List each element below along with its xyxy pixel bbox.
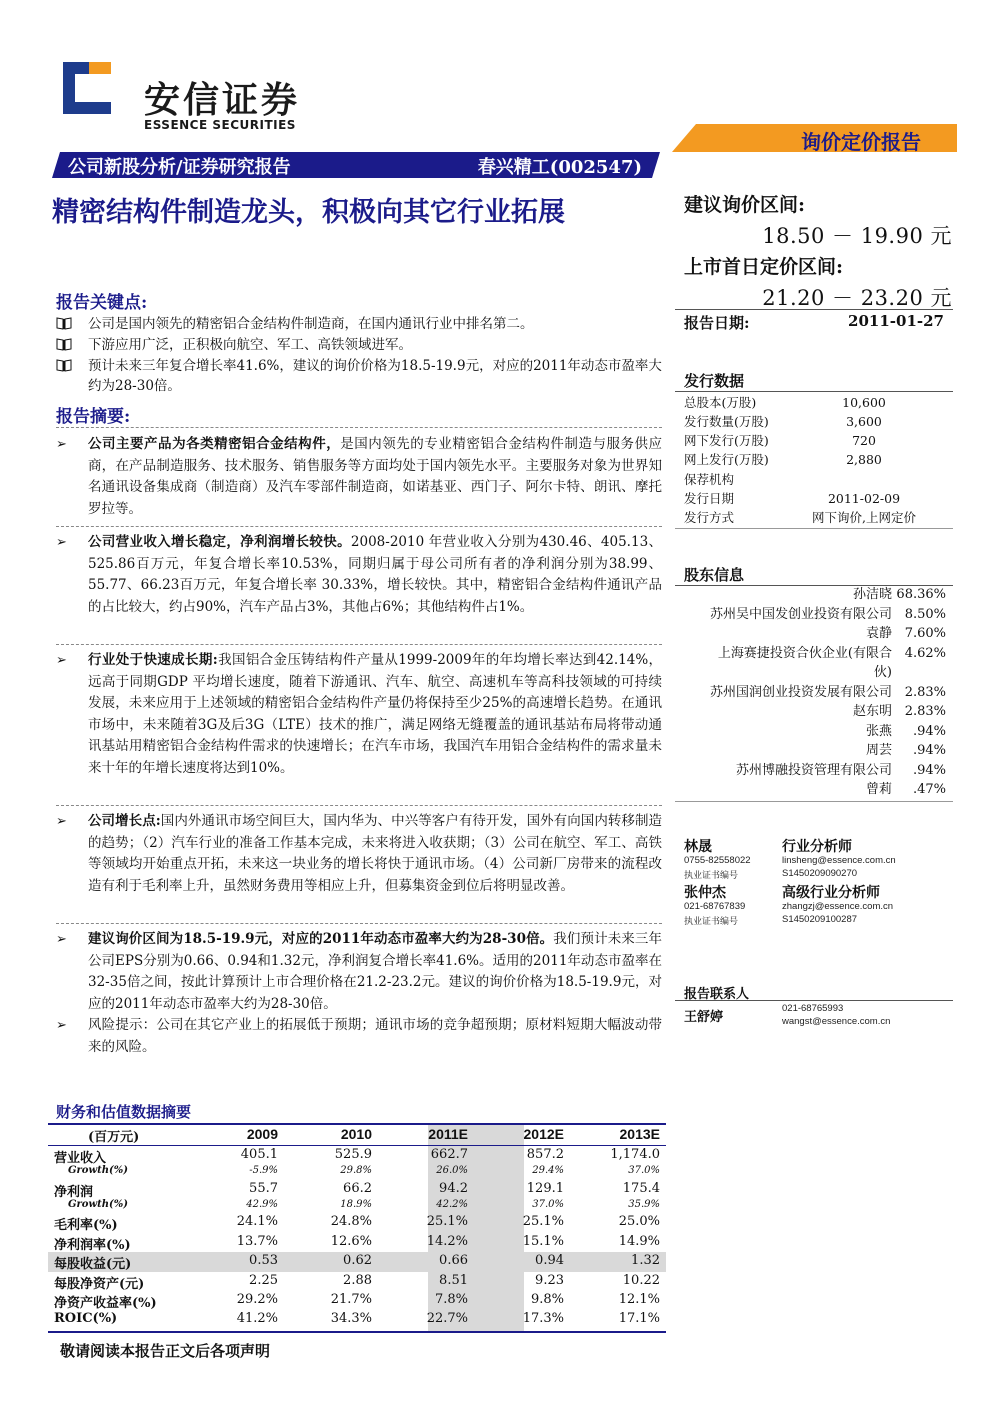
table-cell: 662.7 (430, 1147, 468, 1162)
table-cell: 34.3% (330, 1311, 372, 1326)
header-bar (52, 152, 660, 178)
report-type: 询价定价报告 (801, 130, 921, 154)
key-point: 下游应用广泛，正积极向航空、军工、高铁领域进军。 (56, 335, 664, 355)
table-cell: 14.2% (426, 1234, 468, 1249)
arrow-bullet-icon: ➢ (56, 814, 67, 829)
row-label: ROIC(%) (54, 1311, 118, 1326)
page-title: 精密结构件制造龙头，积极向其它行业拓展 (52, 197, 565, 228)
table-cell: 21.7% (330, 1292, 372, 1307)
table-cell: 0.94 (535, 1253, 564, 1268)
arrow-bullet-icon: ➢ (56, 437, 67, 452)
logo-name-en: ESSENCE SECURITIES (144, 118, 296, 132)
divider (675, 801, 953, 802)
row-label: 毛利率(%) (54, 1218, 118, 1233)
analyst-phone: 0755-82558022 (684, 855, 751, 866)
table-cell: 10.22 (622, 1273, 660, 1288)
arrow-bullet-icon: ➢ (56, 535, 67, 550)
table-header-row: (百万元) 2009 2010 2011E 2012E 2013E (88, 1126, 660, 1145)
table-cell: 18.9% (340, 1199, 372, 1210)
logo-name-cn: 安信证券 (144, 80, 301, 121)
table-cell: 29.8% (340, 1165, 372, 1176)
contact-name: 王舒婷 (684, 1010, 724, 1025)
table-cell: 41.2% (236, 1311, 278, 1326)
key-point: 公司是国内领先的精密铝合金结构件制造商，在国内通讯行业中排名第二。 (56, 314, 664, 334)
cert-label: 执业证书编号 (684, 917, 739, 927)
divider (675, 528, 953, 529)
row-label: 每股收益(元) (54, 1257, 132, 1272)
issue-row: 发行数量(万股) 3,600 (684, 414, 882, 429)
table-cell: 35.9% (628, 1199, 660, 1210)
inquiry-range: 18.50 － 19.90 元 (762, 224, 952, 248)
contact-email[interactable]: wangst@essence.com.cn (782, 1016, 891, 1027)
shareholder-row: 孙洁晓 68.36% (852, 587, 946, 602)
summary-item: ➢ 行业处于快速成长期:我国铝合金压铸结构件产量从1999-2009年的年均增长率达到42.14%，远高于同期GDP 平均增长速度，随着下游通讯、汽车、航空、高速机车等高科技领域的可持续发展，未来应用于上述领域的精密铝合金结构件产量仍将保持至少25%的高速增长趋势。在通讯市场中，未来随着3G及后3G（LTE）技术的推广，满足网络无缝覆盖的通讯基站布局将带动通讯基站用精密铝合金结构件需求的快速增长；在汽车市场，我国汽车用铝合金结构件的需求量未来十年的年增长速度将达到10%。 (56, 652, 663, 776)
shareholder-row: 苏州博融投资管理有限公司 .94% (735, 763, 946, 778)
table-cell: 17.1% (618, 1311, 660, 1326)
issue-data-heading: 发行数据 (684, 372, 745, 390)
analyst-email[interactable]: zhangzj@essence.com.cn (782, 901, 894, 912)
analyst-name: 林晟 (684, 839, 712, 855)
table-cell: 25.1% (426, 1214, 468, 1229)
summary-item: ➢ 公司营业收入增长稳定，净利润增长较快。2008-2010 年营业收入分别为430.46、405.13、525.86百万元，年复合增长率10.53%，同期归属于母公司所有者的净利润分别为38.99、55.77、66.23百万元，年复合增长率 30.33%，增长较快。其中，精密铝合金结构件通讯产品的占比较大，约占90%，汽车产品占3%，其他占6%；其他结构件占1%。 (56, 534, 662, 615)
table-cell: 26.0% (436, 1165, 468, 1176)
company-ticker: 春兴精工(002547) (477, 157, 642, 178)
table-cell: 66.2 (343, 1181, 372, 1196)
cert-label: 执业证书编号 (684, 871, 739, 881)
divider (675, 1000, 953, 1001)
summary-heading: 报告摘要: (56, 407, 131, 427)
shareholder-row: 伙) (873, 665, 892, 680)
table-cell: 0.62 (343, 1253, 372, 1268)
issue-row: 网下发行(万股) 720 (684, 433, 876, 448)
table-cell: 14.9% (618, 1234, 660, 1249)
table-cell: 94.2 (439, 1181, 468, 1196)
listing-range: 21.20 － 23.20 元 (762, 286, 952, 310)
listing-range-label: 上市首日定价区间: (684, 256, 844, 278)
shareholder-row: 周芸 .94% (865, 743, 946, 758)
summary-item: ➢ 建议询价区间为18.5-19.9元，对应的2011年动态市盈率大约为28-30倍。我们预计未来三年公司EPS分别为0.66、0.94和1.32元，净利润复合增长率41.6%。适用的2011年动态市盈率在32-35倍之间，按此计算预计上市合理价格在21.2-23.2元。建议的询价价格为18.5-19.9元，对应的2011年动态市盈率大约为28-30倍。 (56, 931, 662, 1012)
table-cell: 12.6% (330, 1234, 372, 1249)
table-cell: 24.1% (236, 1214, 278, 1229)
table-cell: 2.88 (343, 1273, 372, 1288)
row-label: 净资产收益率(%) (54, 1296, 157, 1311)
table-cell: 1,174.0 (610, 1147, 660, 1162)
report-type-banner (672, 124, 957, 152)
analyst-cert: S1450209090270 (782, 868, 858, 879)
table-cell: 25.0% (618, 1214, 660, 1229)
key-point: 预计未来三年复合增长率41.6%，建议的询价价格为18.5-19.9元，对应的2011年动态市盈率大约为28-30倍。 (56, 356, 664, 396)
divider (675, 391, 953, 392)
book-icon (56, 338, 72, 351)
table-cell: 17.3% (522, 1311, 564, 1326)
shareholder-row: 苏州国润创业投资发展有限公司 2.83% (709, 685, 946, 700)
issue-row: 总股本(万股) 10,600 (684, 395, 886, 410)
table-cell: 175.4 (622, 1181, 660, 1196)
arrow-bullet-icon: ➢ (56, 1018, 67, 1033)
shareholder-row: 上海赛捷投资合伙企业(有限合 4.62% (717, 646, 946, 661)
row-label: 净利润率(%) (54, 1238, 131, 1253)
table-cell: 42.9% (246, 1199, 278, 1210)
divider (56, 644, 662, 645)
table-cell: 9.8% (530, 1292, 564, 1307)
summary-item: ➢ 公司增长点:国内外通讯市场空间巨大，国内华为、中兴等客户有待开发，国外有向国内转移制造的趋势；（2）汽车行业的准备工作基本完成，未来将进入收获期；（3）公司在航空、军工、高铁等领域均开始重点开拓，未来这一块业务的增长将快于通讯市场。（4）公司新厂房带来的流程改造有利于毛利率上升，虽然财务费用等相应上升，但募集资金到位后将明显改善。 (56, 813, 663, 894)
table-cell: 8.51 (439, 1273, 468, 1288)
table-cell: 1.32 (631, 1253, 660, 1268)
arrow-bullet-icon: ➢ (56, 653, 67, 668)
row-label: Growth(%) (68, 1165, 128, 1176)
analyst-title: 行业分析师 (782, 839, 852, 855)
table-cell: 55.7 (249, 1181, 278, 1196)
table-cell: 857.2 (526, 1147, 564, 1162)
table-cell: 37.0% (532, 1199, 564, 1210)
shareholder-row: 袁静 7.60% (865, 626, 946, 641)
table-cell: 0.53 (249, 1253, 278, 1268)
row-label: 每股净资产(元) (54, 1277, 145, 1292)
divider (56, 805, 662, 806)
shareholder-row: 曾莉 .47% (865, 782, 946, 797)
table-cell: 15.1% (522, 1234, 564, 1249)
report-date: 2011-01-27 (848, 312, 944, 330)
issue-row: 发行日期 2011-02-09 (684, 491, 901, 506)
contact-heading: 报告联系人 (684, 987, 750, 1002)
row-label: 净利润 (54, 1185, 94, 1200)
shareholder-row: 苏州吴中国发创业投资有限公司 8.50% (709, 607, 946, 622)
issue-row: 网上发行(万股) 2,880 (684, 452, 882, 467)
table-cell: 7.8% (434, 1292, 468, 1307)
table-cell: 29.4% (532, 1165, 564, 1176)
divider (56, 923, 662, 924)
report-date-label: 报告日期: (684, 314, 750, 332)
table-cell: 405.1 (240, 1147, 278, 1162)
issue-row: 发行方式 网下询价,上网定价 (684, 510, 916, 525)
book-icon (56, 317, 72, 330)
table-cell: 24.8% (330, 1214, 372, 1229)
logo-icon (63, 62, 111, 114)
divider (675, 309, 953, 310)
report-category: 公司新股分析/证券研究报告 (68, 157, 291, 178)
table-cell: 29.2% (236, 1292, 278, 1307)
table-cell: 42.2% (436, 1199, 468, 1210)
disclaimer: 敬请阅读本报告正文后各项声明 (60, 1342, 271, 1360)
summary-item: ➢ 风险提示：公司在其它产业上的拓展低于预期；通讯市场的竞争超预期；原材料短期大幅波动带来的风险。 (56, 1017, 662, 1055)
table-cell: 0.66 (439, 1253, 468, 1268)
row-label: 营业收入 (54, 1151, 107, 1166)
divider (56, 427, 662, 428)
table-cell: 37.0% (628, 1165, 660, 1176)
analyst-phone: 021-68767839 (684, 901, 746, 912)
table-cell: 129.1 (526, 1181, 564, 1196)
table-cell: 2.25 (249, 1273, 278, 1288)
row-label: Growth(%) (68, 1199, 128, 1210)
issue-row: 保荐机构 (684, 472, 735, 487)
table-cell: 25.1% (522, 1214, 564, 1229)
divider (56, 526, 662, 527)
shareholders-heading: 股东信息 (684, 566, 745, 584)
financials-title: 财务和估值数据摘要 (56, 1103, 192, 1121)
table-cell: -5.9% (249, 1165, 278, 1176)
table-cell: 12.1% (618, 1292, 660, 1307)
key-points-heading: 报告关键点: (56, 293, 148, 313)
table-cell: 525.9 (334, 1147, 372, 1162)
analyst-cert: S1450209100287 (782, 914, 858, 925)
table-cell: 13.7% (236, 1234, 278, 1249)
shareholder-row: 张燕 .94% (865, 724, 946, 739)
book-icon (56, 359, 72, 372)
arrow-bullet-icon: ➢ (56, 932, 67, 947)
analyst-name: 张仲杰 (684, 885, 726, 901)
shareholder-row: 赵东明 2.83% (852, 704, 946, 719)
inquiry-range-label: 建议询价区间: (684, 194, 806, 216)
analyst-email[interactable]: linsheng@essence.com.cn (782, 855, 896, 866)
analyst-title: 高级行业分析师 (782, 885, 880, 901)
table-cell: 9.23 (535, 1273, 564, 1288)
summary-item: ➢ 公司主要产品为各类精密铝合金结构件，是国内领先的专业精密铝合金结构件制造与服务供应商，在产品制造服务、技术服务、销售服务等方面均处于国内领先水平。主要服务对象为世界知名通讯设备集成商（制造商）及汽车零部件制造商，如诺基亚、西门子、阿尔卡特、朗讯、摩托罗拉等。 (56, 436, 663, 517)
contact-phone: 021-68765993 (782, 1003, 844, 1014)
table-cell: 22.7% (426, 1311, 468, 1326)
